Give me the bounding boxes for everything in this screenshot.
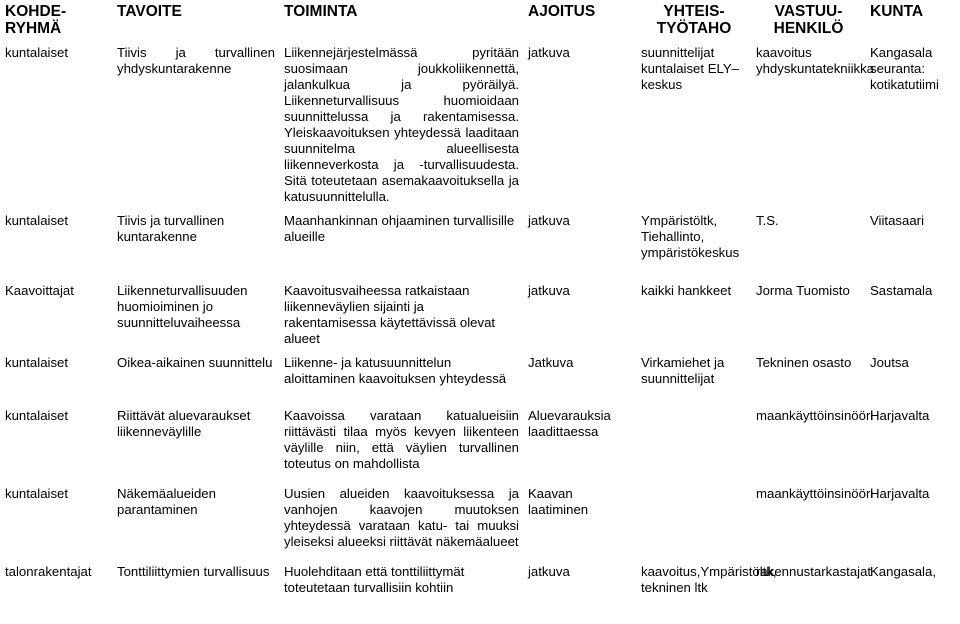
cell-yhteistyotaho: Virkamiehet ja suunnittelijat	[641, 355, 725, 386]
cell-vastuuhenkilo: T.S.	[756, 213, 779, 228]
cell-tavoite: Oikea-aikainen suunnittelu	[117, 355, 273, 370]
cell-yhteistyotaho: kaavoitus,Ympäristöltk, tekninen ltk	[641, 564, 777, 595]
cell-tavoite: Riittävät aluevaraukset liikenneväylille	[117, 408, 251, 439]
cell-kunta: Kangasala,	[870, 564, 936, 579]
cell-toiminta: Kaavoissa varataan katualueisiin riittävästi tilaa myös kevyen liikenteen väylille niin, että väylien turvallinen toteutus on mahdollista	[284, 408, 519, 471]
cell-tavoite: Tiivis ja turvallinen kuntarakenne	[117, 213, 225, 244]
cell-vastuuhenkilo: Tekninen osasto	[756, 355, 852, 370]
cell-yhteistyotaho: Ympäristöltk, Tiehallinto, ympäristökeskus	[641, 213, 740, 260]
cell-kunta: Viitasaari	[870, 213, 924, 228]
cell-yhteistyotaho	[636, 400, 751, 478]
header-ajoitus: AJOITUS	[528, 3, 596, 20]
table-row	[0, 347, 960, 400]
cell-tavoite: Tiivis ja turvallinen yhdyskuntarakenne	[117, 45, 275, 76]
cell-kohderyhma: kuntalaiset	[5, 355, 69, 370]
header-vastuuhenkilo: VASTUU-HENKILÖ	[773, 3, 844, 37]
table-body	[0, 41, 960, 624]
cell-ajoitus: jatkuva	[528, 564, 570, 579]
header-kohderyhma: KOHDE-RYHMÄ	[5, 3, 67, 37]
cell-ajoitus: jatkuva	[528, 45, 570, 60]
header-yhteistyotaho: YHTEIS-TYÖTAHO	[656, 3, 732, 37]
cell-kunta: Harjavalta	[870, 408, 930, 423]
cell-vastuuhenkilo: kaavoitus yhdyskuntatekniikka	[756, 45, 875, 76]
cell-kohderyhma: Kaavoittajat	[5, 283, 74, 298]
cell-kohderyhma: talonrakentajat	[5, 564, 92, 579]
cell-toiminta: Huolehditaan että tonttiliittymät toteutetaan turvallisiin kohtiin	[284, 564, 465, 595]
cell-ajoitus: Jatkuva	[528, 355, 574, 370]
header-toiminta: TOIMINTA	[284, 3, 358, 20]
cell-ajoitus: jatkuva	[528, 213, 570, 228]
header-row	[0, 0, 960, 41]
table-row	[0, 478, 960, 556]
cell-toiminta: Kaavoitusvaiheessa ratkaistaan liikenneväylien sijainti ja rakentamisessa käytettävissä olevat alueet	[284, 283, 496, 346]
cell-kohderyhma: kuntalaiset	[5, 213, 69, 228]
cell-kunta: Harjavalta	[870, 486, 930, 501]
cell-vastuuhenkilo: rakennustarkastajat	[756, 564, 872, 579]
cell-ajoitus: Aluevarauksia laadittaessa	[528, 408, 611, 439]
cell-toiminta: Liikennejärjestelmässä pyritään suosimaan joukkoliikennettä, jalankulkua ja pyöräilyä. Liikenneturvallisuus huomioidaan suunnittelussa ja rakentamisessa. Yleiskaavoituksen yhteydessä laaditaan suunnitelma alueellisesta liikenneverkosta ja -turvallisuudesta. Sitä toteutetaan asemakaavoituksella ja katusuunnittelulla.	[284, 45, 519, 204]
table-row	[0, 277, 960, 347]
cell-tavoite: Tonttiliittymien turvallisuus	[117, 564, 270, 579]
header-tavoite: TAVOITE	[117, 3, 182, 20]
cell-kunta: Kangasala seuranta: kotikatutiimi	[870, 45, 939, 92]
cell-toiminta: Maanhankinnan ohjaaminen turvallisille alueille	[284, 213, 515, 244]
table-row	[0, 556, 960, 624]
table-header	[0, 0, 960, 41]
cell-vastuuhenkilo: Jorma Tuomisto	[756, 283, 850, 298]
table-row	[0, 205, 960, 277]
cell-tavoite: Liikenneturvallisuuden huomioiminen jo suunnitteluvaiheessa	[117, 283, 248, 330]
cell-vastuuhenkilo: maankäyttöinsinööri	[756, 486, 874, 501]
cell-kohderyhma: kuntalaiset	[5, 408, 69, 423]
header-kunta: KUNTA	[870, 3, 924, 20]
cell-kohderyhma: kuntalaiset	[5, 45, 69, 60]
cell-ajoitus: Kaavan laatiminen	[528, 486, 589, 517]
cell-ajoitus: jatkuva	[528, 283, 570, 298]
cell-toiminta: Uusien alueiden kaavoituksessa ja vanhojen kaavojen muutoksen yhteydessä varataan katu- tai muuksi yleiseksi alueeksi riittävät näkemäalueet	[284, 486, 519, 549]
cell-yhteistyotaho: kaikki hankkeet	[641, 283, 732, 298]
table-row	[0, 400, 960, 478]
table-row	[0, 41, 960, 205]
cell-kunta: Sastamala	[870, 283, 933, 298]
cell-kohderyhma: kuntalaiset	[5, 486, 69, 501]
cell-vastuuhenkilo: maankäyttöinsinööri	[756, 408, 874, 423]
cell-kunta: Joutsa	[870, 355, 909, 370]
cell-yhteistyotaho: suunnittelijat kuntalaiset ELY–keskus	[641, 45, 739, 92]
cell-yhteistyotaho	[636, 478, 751, 556]
cell-toiminta: Liikenne- ja katusuunnittelun aloittaminen kaavoituksen yhteydessä	[284, 355, 507, 386]
cell-tavoite: Näkemäalueiden parantaminen	[117, 486, 216, 517]
